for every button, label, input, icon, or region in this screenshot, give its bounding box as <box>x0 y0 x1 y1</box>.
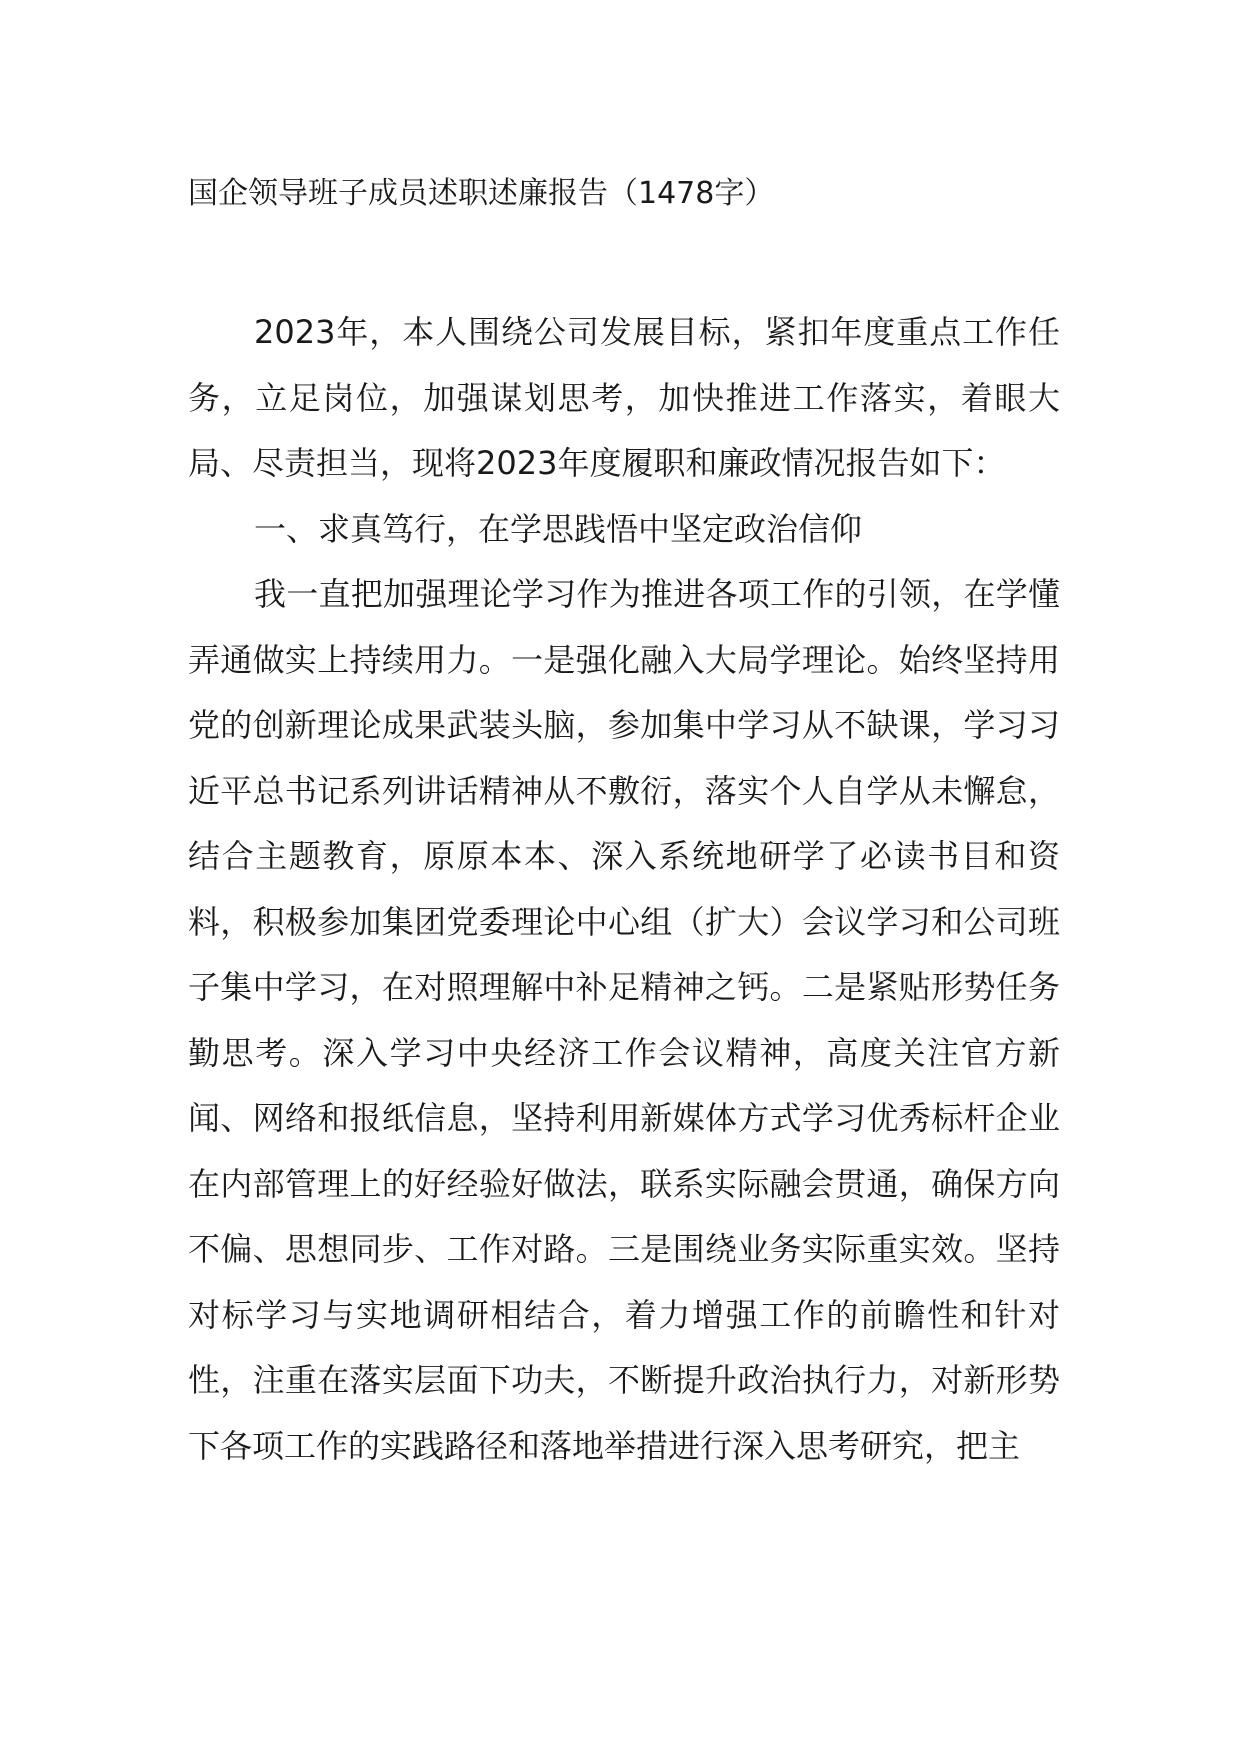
intro-paragraph: 2023年，本人围绕公司发展目标，紧扣年度重点工作任务，立足岗位，加强谋划思考，加快推进工作落实，着眼大局、尽责担当，现将2023年度履职和廉政情况报告如下： <box>188 313 1060 482</box>
body-paragraph: 我一直把加强理论学习作为推进各项工作的引领，在学懂弄通做实上持续用力。一是强化融入大局学理论。始终坚持用党的创新理论成果武装头脑，参加集中学习从不缺课，学习习近平总书记系列讲话精神从不敷衍，落实个人自学从未懈怠，结合主题教育，原原本本、深入系统地研学了必读书目和资料，积极参加集团党委理论中心组（扩大）会议学习和公司班子集中学习，在对照理解中补足精神之钙。二是紧贴形势任务勤思考。深入学习中央经济工作会议精神，高度关注官方新闻、网络和报纸信息，坚持利用新媒体方式学习优秀标杆企业在内部管理上的好经验好做法，联系实际融会贯通，确保方向不偏、思想同步、工作对路。三是围绕业务实际重实效。坚持对标学习与实地调研相结合，着力增强工作的前瞻性和针对性，注重在落实层面下功夫，不断提升政治执行力，对新形势下各项工作的实践路径和落地举措进行深入思考研究，把主 <box>188 575 1060 1465</box>
section-heading: 一、求真笃行，在学思践悟中坚定政治信仰 <box>254 509 863 548</box>
document-body <box>188 300 1060 1479</box>
document-title: 国企领导班子成员述职述廉报告（1478字） <box>188 176 775 211</box>
